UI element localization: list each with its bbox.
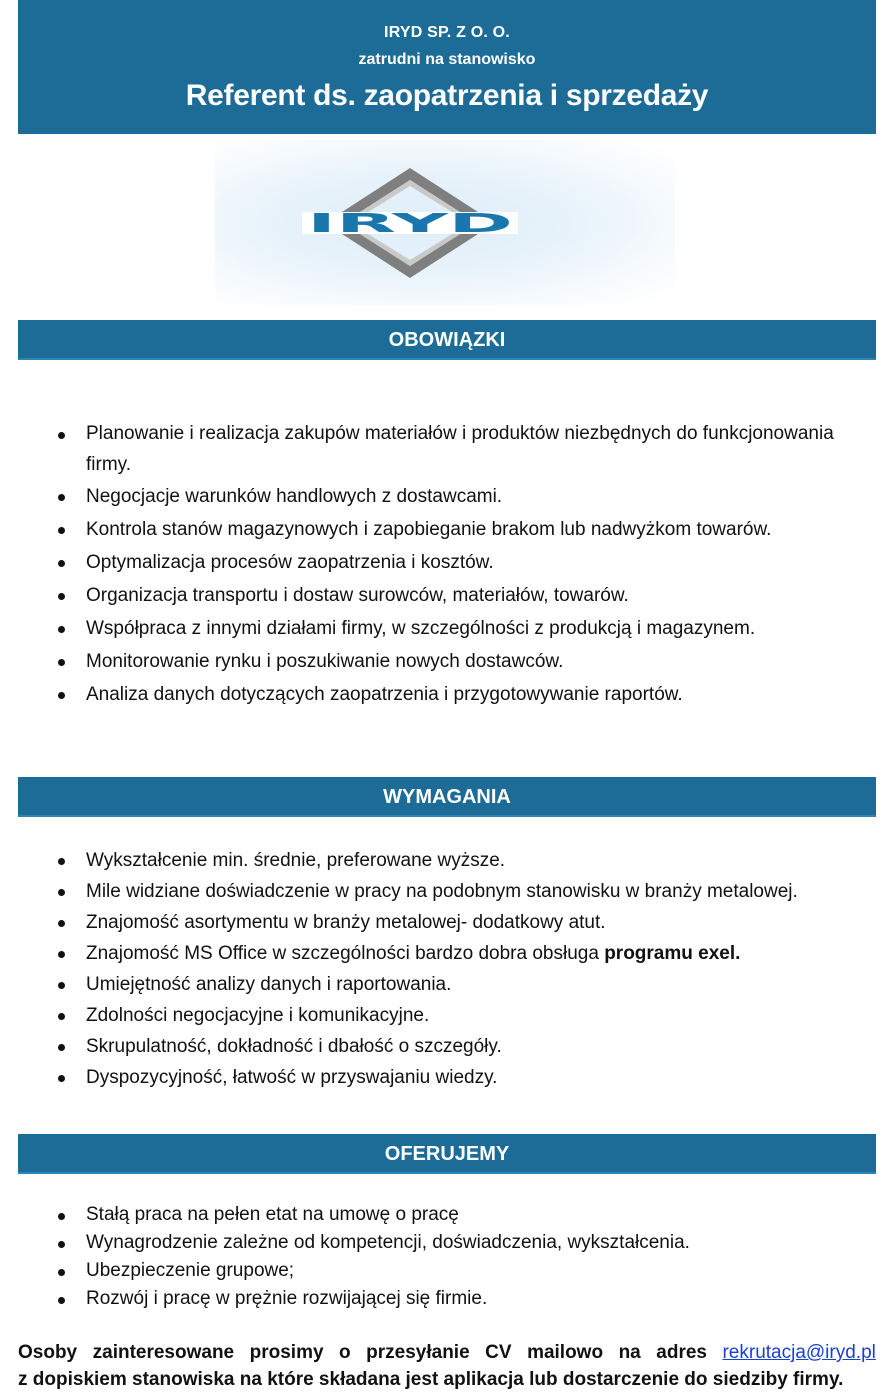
email-link[interactable]: rekrutacja@iryd.pl	[722, 1342, 876, 1363]
list-item: Organizacja transportu i dostaw surowców, materiałów, towarów.	[0, 579, 895, 612]
bullet-icon	[58, 982, 65, 989]
bullet-icon	[58, 889, 65, 896]
list-item: Monitorowanie rynku i poszukiwanie nowych dostawców.	[0, 645, 895, 678]
list-item: Planowanie i realizacja zakupów materiałów i produktów niezbędnych do funkcjonowania firmy.	[0, 418, 895, 480]
bold-emphasis: programu exel.	[604, 943, 741, 964]
header-banner	[18, 0, 876, 134]
bullet-icon	[58, 1013, 65, 1020]
bullet-icon	[58, 1044, 65, 1051]
section-header-offer: OFERUJEMY	[18, 1134, 876, 1174]
footer-line-1: Osoby zainteresowane prosimy o przesyłanie CV mailowo na adres rekrutacja@iryd.pl	[18, 1340, 876, 1366]
list-item: Zdolności negocjacyjne i komunikacyjne.	[0, 1000, 895, 1031]
company-name: IRYD SP. Z O. O.	[384, 24, 510, 41]
list-item: Rozwój i pracę w prężnie rozwijającej się firmie.	[0, 1285, 895, 1313]
section-header-requirements: WYMAGANIA	[18, 777, 876, 817]
list-item: Znajomość asortymentu w branży metalowej- dodatkowy atut.	[0, 907, 895, 938]
list-item: Dyspozycyjność, łatwość w przyswajaniu wiedzy.	[0, 1062, 895, 1093]
bullet-icon	[58, 560, 65, 567]
logo-area	[215, 140, 675, 305]
bullet-icon	[58, 626, 65, 633]
list-item: Mile widziane doświadczenie w pracy na podobnym stanowisku w branży metalowej.	[0, 876, 895, 907]
list-item: Wynagrodzenie zależne od kompetencji, doświadczenia, wykształcenia.	[0, 1229, 895, 1257]
section-header-duties: OBOWIĄZKI	[18, 320, 876, 360]
list-item: Skrupulatność, dokładność i dbałość o szczegóły.	[0, 1031, 895, 1062]
logo-upper-chevron	[342, 168, 478, 212]
bullet-icon	[58, 593, 65, 600]
bullet-icon	[58, 1297, 65, 1304]
list-item: Kontrola stanów magazynowych i zapobieganie brakom lub nadwyżkom towarów.	[0, 513, 895, 546]
logo-lower-chevron	[342, 234, 478, 278]
duties-list	[0, 418, 895, 711]
bullet-icon	[58, 432, 65, 439]
list-item: Umiejętność analizy danych i raportowania.	[0, 969, 895, 1000]
offer-list	[0, 1201, 895, 1313]
bullet-icon	[58, 659, 65, 666]
bullet-icon	[58, 858, 65, 865]
bullet-icon	[58, 920, 65, 927]
bullet-icon	[58, 1241, 65, 1248]
bullet-icon	[58, 1213, 65, 1220]
application-instructions	[18, 1340, 876, 1394]
position-title: Referent ds. zaopatrzenia i sprzedaży	[185, 79, 709, 112]
bullet-icon	[58, 1269, 65, 1276]
list-item: Stałą praca na pełen etat na umowę o pracę	[0, 1201, 895, 1229]
logo-text: IRYD	[307, 209, 513, 239]
footer-line-2: z dopiskiem stanowiska na które składana jest aplikacja lub dostarczenie do siedziby firmy.	[18, 1369, 844, 1390]
list-item: Znajomość MS Office w szczególności bardzo dobra obsługa programu exel.	[0, 938, 895, 969]
list-item: Analiza danych dotyczących zaopatrzenia i przygotowywanie raportów.	[0, 678, 895, 711]
list-item: Współpraca z innymi działami firmy, w szczególności z produkcją i magazynem.	[0, 612, 895, 645]
bullet-icon	[58, 1075, 65, 1082]
list-item: Wykształcenie min. średnie, preferowane wyższe.	[0, 845, 895, 876]
hiring-text: zatrudni na stanowisko	[358, 51, 536, 68]
list-item: Ubezpieczenie grupowe;	[0, 1257, 895, 1285]
list-item: Optymalizacja procesów zaopatrzenia i kosztów.	[0, 546, 895, 579]
bullet-icon	[58, 494, 65, 501]
bullet-icon	[58, 951, 65, 958]
list-item: Negocjacje warunków handlowych z dostawcami.	[0, 480, 895, 513]
requirements-list	[0, 845, 895, 1093]
bullet-icon	[58, 527, 65, 534]
bullet-icon	[58, 692, 65, 699]
iryd-logo	[300, 162, 520, 282]
